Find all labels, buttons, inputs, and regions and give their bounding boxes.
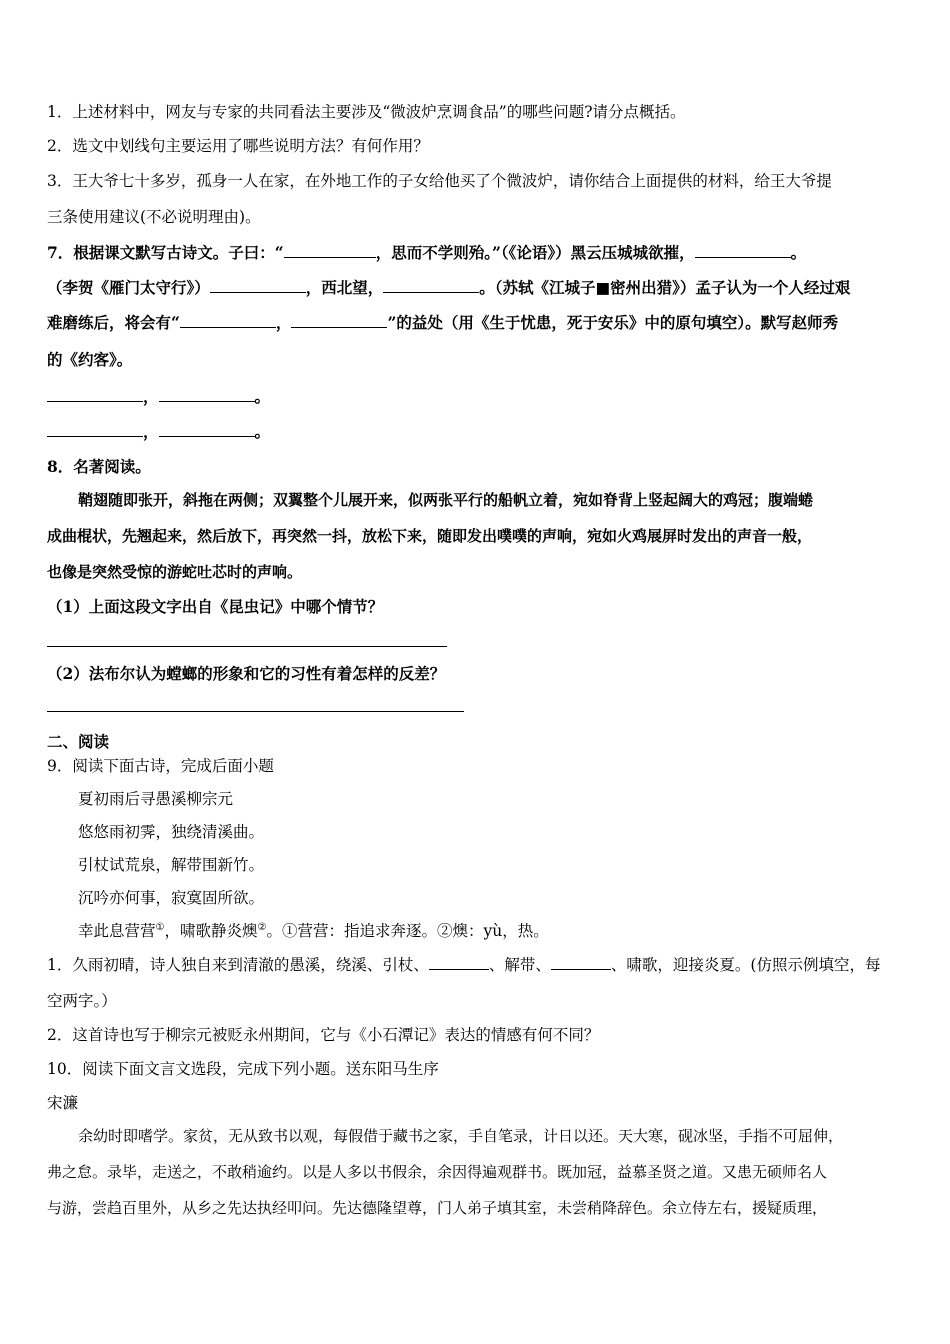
footnote-marker: ② (257, 921, 267, 933)
question-2: 2．选文中划线句主要运用了哪些说明方法？有何作用？ (47, 137, 429, 155)
prose-line-2: 弗之怠。录毕，走送之，不敢稍逾约。以是人多以书假余，余因得遍观群书。既加冠，益慕圣贤之道。又患无硕师名人 (47, 1163, 828, 1181)
answer-blank[interactable] (47, 422, 143, 437)
q8-subquestion-1: （1）上面这段文字出自《昆虫记》中哪个情节？ (47, 597, 384, 616)
answer-blank[interactable] (291, 313, 387, 328)
q7-text: ”的益处（用《生于忧患，死于安乐》中的原句填空）。默写赵师秀 (387, 313, 839, 332)
q9-text: 、啸歌，迎接炎夏。(仿照示例填空，每 (610, 956, 881, 974)
q7-text: ，思而不学则殆。”（《论语》）黑云压城城欲摧， (375, 243, 695, 262)
answer-blank[interactable] (180, 313, 276, 328)
question-10-intro: 10．阅读下面文言文选段，完成下列小题。送东阳马生序 (47, 1060, 439, 1078)
poem-line-1: 悠悠雨初霁，独绕清溪曲。 (78, 823, 265, 841)
poem-text: 幸此息营营 (78, 922, 156, 940)
answer-blank[interactable] (210, 278, 306, 293)
section-heading-reading: 二、阅读 (47, 732, 110, 751)
q7-text: （李贺《雁门太守行》） (47, 278, 210, 297)
q7-text: 7．根据课文默写古诗文。子曰：“ (47, 243, 284, 262)
question-8-title: 8．名著阅读。 (47, 457, 151, 476)
q7-text: ，西北望， (305, 278, 384, 297)
prose-author: 宋濂 (47, 1094, 79, 1112)
question-7-line-1 (47, 243, 806, 263)
q8-passage-line-3: 也像是突然受惊的游蛇吐芯时的声响。 (47, 563, 303, 581)
answer-blank[interactable] (695, 243, 791, 258)
poem-line-2: 引杖试荒泉，解带围新竹。 (78, 856, 265, 874)
question-3-line-1: 3．王大爷七十多岁，孤身一人在家，在外地工作的子女给他买了个微波炉，请你结合上面提供的材料，给王大爷提 (47, 172, 832, 190)
q7-text: 难磨练后，将会有“ (47, 313, 180, 332)
poem-title: 夏初雨后寻愚溪柳宗元 (78, 790, 234, 808)
q9-text: 1．久雨初晴，诗人独自来到清澈的愚溪，绕溪、引杖、 (47, 956, 429, 974)
question-7-line-3 (47, 313, 838, 333)
poem-line-3: 沉吟亦何事，寂寞固所欲。 (78, 889, 265, 907)
question-1: 1．上述材料中，网友与专家的共同看法主要涉及“微波炉烹调食品”的哪些问题?请分点概括。 (47, 103, 686, 121)
q9-subquestion-2: 2．这首诗也写于柳宗元被贬永州期间，它与《小石潭记》表达的情感有何不同？ (47, 1026, 600, 1044)
poem-notes: 。①营营：指追求奔逐。②燠：yù，热。 (266, 922, 549, 940)
answer-blank[interactable] (159, 422, 255, 437)
poem-line-4 (78, 921, 549, 941)
answer-blank[interactable] (284, 243, 376, 258)
prose-line-3: 与游，尝趋百里外，从乡之先达执经叩问。先达德隆望尊，门人弟子填其室，未尝稍降辞色。余立侍左右，援疑质理， (47, 1199, 828, 1217)
q8-answer-line-2[interactable] (47, 711, 464, 712)
q8-answer-line-1[interactable] (47, 646, 447, 647)
q8-passage-line-2: 成曲棍状，先翘起来，然后放下，再突然一抖，放松下来，随即发出噗噗的声响，宛如火鸡展屏时发出的声音一般， (47, 527, 813, 545)
q7-comma: ， (143, 422, 159, 441)
footnote-marker: ① (155, 921, 165, 933)
yueke-blank-line-2 (47, 422, 270, 442)
q7-period: 。 (254, 422, 271, 441)
q9-subquestion-1-cont: 空两字。） (47, 992, 117, 1010)
answer-blank[interactable] (47, 387, 143, 402)
q7-text: 。（苏轼《江城子■密州出猎》）孟子认为一个人经过艰 (479, 278, 851, 297)
q9-text: 、解带、 (488, 956, 551, 974)
q9-subquestion-1 (47, 955, 880, 975)
answer-blank[interactable] (429, 955, 489, 970)
question-7-line-2 (47, 278, 850, 298)
yueke-blank-line-1 (47, 387, 270, 407)
answer-blank[interactable] (159, 387, 255, 402)
question-9-intro: 9．阅读下面古诗，完成后面小题 (47, 757, 274, 775)
q7-period: 。 (254, 387, 271, 406)
prose-line-1: 余幼时即嗜学。家贫，无从致书以观，每假借于藏书之家，手自笔录，计日以还。天大寒，砚冰坚，手指不可屈伸， (78, 1127, 844, 1145)
question-3-line-2: 三条使用建议(不必说明理由)。 (47, 208, 261, 226)
poem-text: ，啸歌静炎燠 (164, 922, 258, 940)
q7-text: ， (275, 313, 292, 332)
q7-comma: ， (143, 387, 159, 406)
question-7-line-4: 的《约客》。 (47, 350, 133, 369)
answer-blank[interactable] (551, 955, 611, 970)
answer-blank[interactable] (383, 278, 479, 293)
q8-subquestion-2: （2）法布尔认为螳螂的形象和它的习性有着怎样的反差？ (47, 664, 446, 683)
q8-passage-line-1: 鞘翅随即张开，斜拖在两侧；双翼整个儿展开来，似两张平行的船帆立着，宛如脊背上竖起阔大的鸡冠；腹端蜷 (78, 491, 814, 509)
q7-text: 。 (790, 243, 807, 262)
